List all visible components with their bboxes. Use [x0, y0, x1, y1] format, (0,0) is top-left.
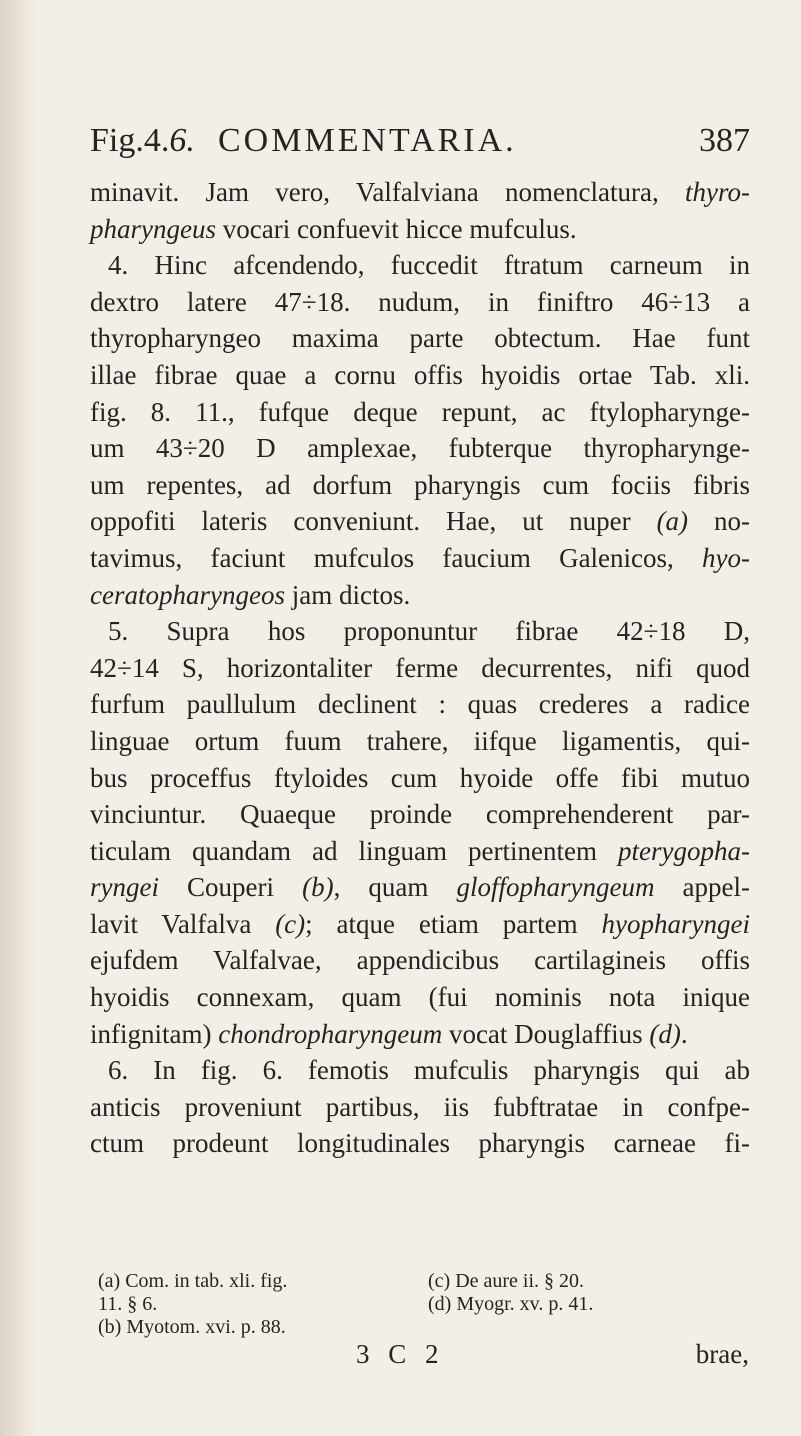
text-line: 6. In fig. 6. femotis mufculis pharyngis qui ab [108, 1055, 750, 1086]
footnote-a-continued: 11. § 6. [98, 1293, 158, 1315]
text-line: anticis proveniunt partibus, iis fubftratae in confpe- [90, 1091, 750, 1122]
italic-term: pterygopha- [618, 835, 750, 866]
italic-term: ceratopharyngeos [90, 579, 285, 610]
text-line: bus proceffus ftyloides cum hyoide offe fibi mutuo [90, 762, 750, 793]
italic-term: (a) [656, 506, 689, 537]
footnotes [98, 1270, 758, 1339]
running-header [90, 122, 750, 168]
text-line: furfum paullulum declinent : quas crederes a radice [90, 689, 750, 720]
text-line: dextro latere 47÷18. nudum, in finiftro 46÷13 a [90, 286, 750, 317]
text-line: thyropharyngeo maxima parte obtectum. Hae funt [90, 323, 750, 354]
footnote-b: (b) Myotom. xvi. p. 88. [98, 1316, 286, 1338]
text-line: um repentes, ad dorfum pharyngis cum fociis fibris [90, 469, 750, 500]
text-line: ctum prodeunt longitudinales pharyngis carneae fi- [90, 1128, 750, 1159]
italic-term: hyo- [702, 542, 750, 573]
italic-term: chondropharyngeum [218, 1018, 443, 1049]
footnote-row [98, 1316, 758, 1339]
text-line: ryngei Couperi (b), quam gloffopharyngeum appel- [90, 872, 750, 903]
text-line: 4. Hinc afcendendo, fuccedit ftratum carneum in [108, 250, 750, 281]
text-line: pharyngeus vocari confuevit hicce mufculus. [90, 213, 577, 244]
text-line: lavit Valfalva (c); atque etiam partem hyopharyngei [90, 908, 750, 939]
footnote-row [98, 1293, 758, 1316]
text-line: hyoidis connexam, quam (fui nominis nota inique [90, 982, 750, 1013]
text-line: infignitam) chondropharyngeum vocat Douglaffius (d). [90, 1018, 688, 1049]
italic-term: thyro- [685, 177, 750, 207]
text-line: oppofiti lateris conveniunt. Hae, ut nuper (a) no- [90, 506, 750, 537]
text-line: illae fibrae quae a cornu offis hyoidis ortae Tab. xli. [90, 359, 750, 390]
main-text [90, 174, 750, 1162]
running-title: COMMENTARIA. [218, 122, 517, 159]
italic-term: pharyngeus [90, 213, 216, 244]
italic-term: ryngei [90, 872, 159, 903]
text-line: linguae ortum fuum trahere, iifque ligamentis, qui- [90, 725, 750, 756]
text-line: vinciuntur. Quaeque proinde comprehenderent par- [90, 799, 750, 830]
footnote-row [98, 1270, 758, 1293]
page-edge-shadow [0, 0, 38, 1436]
italic-term: (b) [302, 872, 334, 903]
text-line: minavit. Jam vero, Valfalviana nomenclatura, thyro- [90, 177, 750, 207]
text-line: ceratopharyngeos jam dictos. [90, 579, 411, 610]
text-line: 5. Supra hos proponuntur fibrae 42÷18 D, [108, 616, 750, 647]
text-line: fig. 8. 11., fufque deque repunt, ac ftylopharynge- [90, 396, 750, 427]
page-number: 387 [699, 122, 750, 159]
signature-mark: 3 C 2 [356, 1339, 445, 1369]
catchword: brae, [695, 1339, 749, 1369]
text-line: tavimus, faciunt mufculos faucium Galenicos, hyo- [90, 542, 750, 573]
footnote-a: (a) Com. in tab. xli. fig. [98, 1270, 288, 1292]
italic-term: (d) [649, 1018, 681, 1049]
text-line: um 43÷20 D amplexae, fubterque thyropharynge- [90, 433, 750, 464]
figure-reference: Fig.4.6. [90, 122, 195, 159]
text-line: ejufdem Valfalvae, appendicibus cartilagineis offis [90, 945, 750, 976]
footnote-d: (d) Myogr. xv. p. 41. [428, 1293, 594, 1315]
italic-term: (c) [275, 908, 306, 939]
italic-term: gloffopharyngeum [456, 872, 655, 903]
italic-term: hyopharyngei [601, 908, 750, 939]
text-line: ticulam quandam ad linguam pertinentem pterygopha- [90, 835, 750, 866]
footnote-c: (c) De aure ii. § 20. [428, 1270, 585, 1292]
text-line: 42÷14 S, horizontaliter ferme decurrentes, nifi quod [90, 652, 750, 683]
